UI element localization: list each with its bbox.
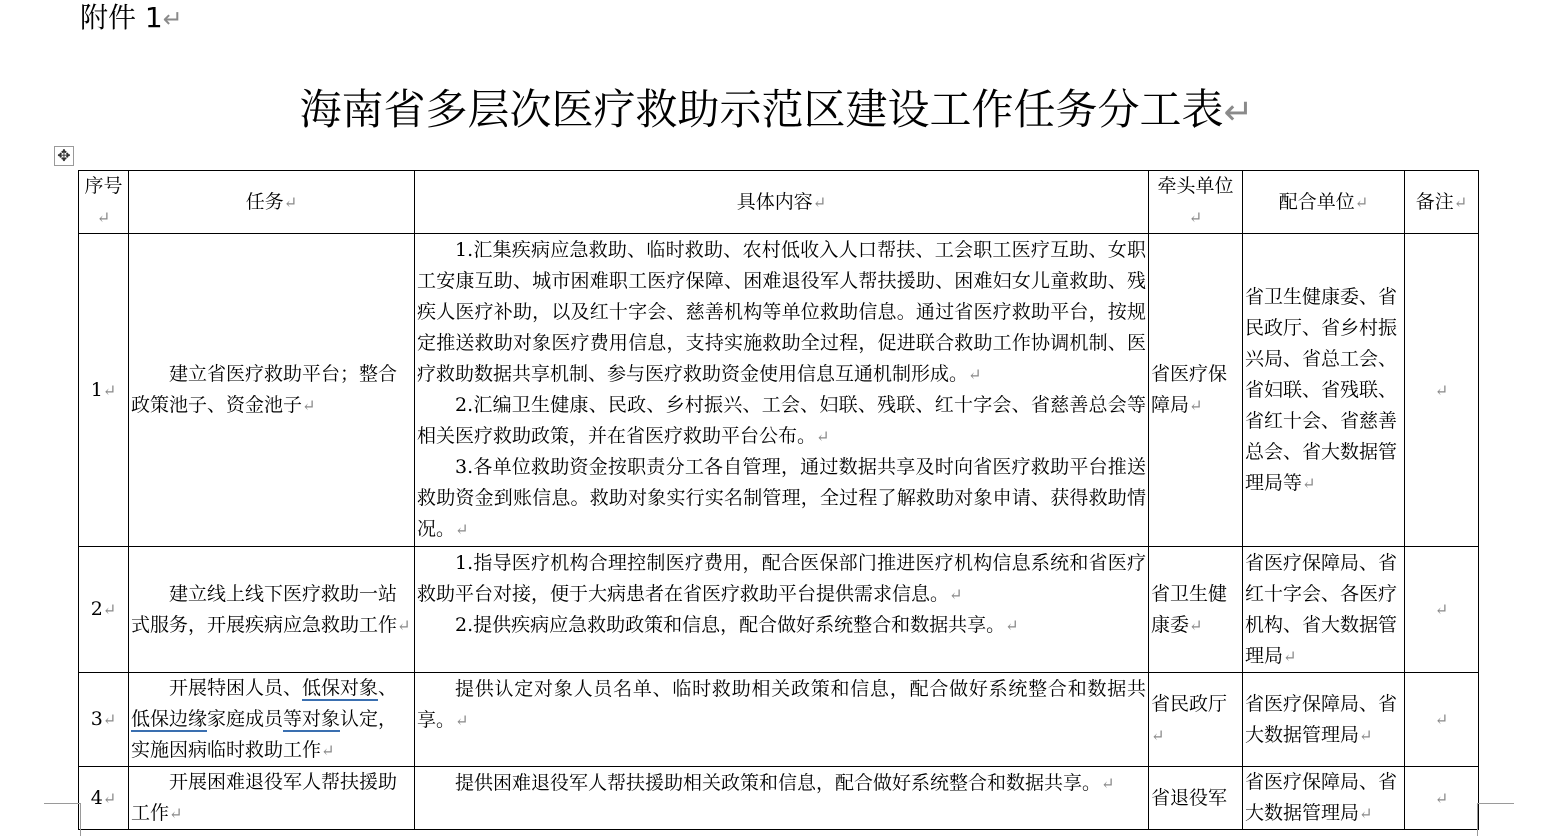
paragraph-mark-icon: ↵ xyxy=(1434,380,1449,400)
paragraph-mark-icon: ↵ xyxy=(96,208,111,227)
header-coop: 配合单位↵ xyxy=(1243,171,1405,234)
header-lead: 牵头单位↵ xyxy=(1149,171,1243,234)
task-cell: 建立线上线下医疗救助一站式服务，开展疾病应急救助工作↵ xyxy=(129,547,415,673)
paragraph-mark-icon: ↵ xyxy=(1283,646,1297,666)
header-row xyxy=(79,171,1479,234)
note-cell xyxy=(1405,547,1479,673)
content-cell xyxy=(415,547,1149,673)
row-number: 1↵ xyxy=(79,234,129,547)
header-content: 具体内容↵ xyxy=(415,171,1149,234)
note-cell xyxy=(1405,767,1479,830)
paragraph-mark-icon: ↵ xyxy=(1189,396,1203,415)
paragraph-mark-icon: ↵ xyxy=(968,365,982,384)
paragraph-mark-icon: ↵ xyxy=(102,600,117,619)
table-move-handle-icon[interactable]: ✥ xyxy=(54,146,74,166)
content-paragraph: 1.汇集疾病应急救助、临时救助、农村低收入人口帮扶、工会职工医疗互助、女职工安康互助、城市困难职工医疗保障、困难退役军人帮扶援助、困难妇女儿童救助、残疾人医疗补助，以及红十字会、慈善机构等单位救助信息。通过省医疗救助平台，按规定推送救助对象医疗费用信息，支持实施救助全过程，促进联合救助工作协调机制、医疗救助数据共享机制、参与医疗救助资金使用信息互通机制形成。↵ xyxy=(417,239,1146,385)
content-cell xyxy=(415,673,1149,767)
lead-unit-cell: 省卫生健康委↵ xyxy=(1149,547,1243,673)
coop-unit-cell: 省医疗保障局、省大数据管理局↵ xyxy=(1243,767,1405,830)
coop-unit-cell: 省医疗保障局、省红十字会、各医疗机构、省大数据管理局↵ xyxy=(1243,547,1405,673)
content-cell xyxy=(415,767,1149,830)
table-row xyxy=(79,767,1479,830)
paragraph-mark-icon: ↵ xyxy=(169,804,183,823)
paragraph-mark-icon: ↵ xyxy=(1354,192,1369,212)
paragraph-mark-icon: ↵ xyxy=(1189,615,1203,635)
coop-unit-cell: 省卫生健康委、省民政厅、省乡村振兴局、省总工会、省妇联、省残联、省红十会、省慈善总会、省大数据管理局等↵ xyxy=(1243,234,1405,547)
paragraph-mark-icon: ↵ xyxy=(102,710,117,729)
header-no: 序号↵ xyxy=(79,171,129,234)
lead-unit-cell: 省民政厅↵ xyxy=(1149,673,1243,767)
task-cell: 开展困难退役军人帮扶援助工作↵ xyxy=(129,767,415,830)
paragraph-mark-icon: ↵ xyxy=(302,396,316,415)
paragraph-mark-icon: ↵ xyxy=(1223,92,1254,133)
paragraph-mark-icon: ↵ xyxy=(1151,725,1165,745)
row-number: 2↵ xyxy=(79,547,129,673)
content-cell xyxy=(415,234,1149,547)
paragraph-mark-icon: ↵ xyxy=(455,711,469,730)
header-task: 任务↵ xyxy=(129,171,415,234)
lead-unit-cell: 省退役军 xyxy=(1149,767,1243,830)
page-corner-mark-right xyxy=(1477,803,1514,836)
table-row xyxy=(79,547,1479,673)
paragraph-mark-icon: ↵ xyxy=(1005,616,1019,635)
content-paragraph: 2.提供疾病应急救助政策和信息，配合做好系统整合和数据共享。↵ xyxy=(455,614,1019,636)
paragraph-mark-icon: ↵ xyxy=(321,741,335,760)
paragraph-mark-icon: ↵ xyxy=(812,192,827,212)
paragraph-mark-icon: ↵ xyxy=(397,615,411,635)
paragraph-mark-icon: ↵ xyxy=(1434,710,1449,729)
table-row xyxy=(79,234,1479,547)
page-corner-mark-left xyxy=(44,803,81,836)
paragraph-mark-icon: ↵ xyxy=(283,192,298,212)
content-paragraph: 3.各单位救助资金按职责分工各自管理，通过数据共享及时向省医疗救助平台推送救助资金到账信息。救助对象实行实名制管理，全过程了解救助对象申请、获得救助情况。↵ xyxy=(417,456,1146,540)
task-cell: 开展特困人员、低保对象、低保边缘家庭成员等对象认定，实施因病临时救助工作↵ xyxy=(129,673,415,767)
paragraph-mark-icon: ↵ xyxy=(1188,208,1203,227)
paragraph-mark-icon: ↵ xyxy=(1359,804,1373,823)
note-cell xyxy=(1405,673,1479,767)
paragraph-mark-icon: ↵ xyxy=(1434,600,1449,619)
coop-unit-cell: 省医疗保障局、省大数据管理局↵ xyxy=(1243,673,1405,767)
lead-unit-cell: 省医疗保障局↵ xyxy=(1149,234,1243,547)
paragraph-mark-icon: ↵ xyxy=(1359,725,1373,745)
content-paragraph: 2.汇编卫生健康、民政、乡村振兴、工会、妇联、残联、红十字会、省慈善总会等相关医疗救助政策，并在省医疗救助平台公布。↵ xyxy=(417,394,1146,447)
paragraph-mark-icon: ↵ xyxy=(1101,774,1115,793)
paragraph-mark-icon: ↵ xyxy=(455,520,469,539)
row-number: 3↵ xyxy=(79,673,129,767)
task-table xyxy=(78,170,1479,830)
table-row xyxy=(79,673,1479,767)
paragraph-mark-icon: ↵ xyxy=(102,380,117,400)
content-paragraph: 提供困难退役军人帮扶援助相关政策和信息，配合做好系统整合和数据共享。↵ xyxy=(455,772,1115,794)
task-cell: 建立省医疗救助平台；整合政策池子、资金池子↵ xyxy=(129,234,415,547)
paragraph-mark-icon: ↵ xyxy=(162,5,183,33)
attachment-label: 附件 1↵ xyxy=(80,1,183,34)
paragraph-mark-icon: ↵ xyxy=(1453,192,1468,212)
note-cell xyxy=(1405,234,1479,547)
paragraph-mark-icon: ↵ xyxy=(816,427,830,446)
document-title: 海南省多层次医疗救助示范区建设工作任务分工表↵ xyxy=(299,85,1254,134)
row-number: 4↵ xyxy=(79,767,129,830)
header-note: 备注↵ xyxy=(1405,171,1479,234)
content-paragraph: 提供认定对象人员名单、临时救助相关政策和信息，配合做好系统整合和数据共享。↵ xyxy=(417,678,1146,731)
paragraph-mark-icon: ↵ xyxy=(1302,473,1316,493)
paragraph-mark-icon: ↵ xyxy=(102,788,117,808)
paragraph-mark-icon: ↵ xyxy=(1434,788,1449,808)
paragraph-mark-icon: ↵ xyxy=(949,585,963,604)
content-paragraph: 1.指导医疗机构合理控制医疗费用，配合医保部门推进医疗机构信息系统和省医疗救助平台对接，便于大病患者在省医疗救助平台提供需求信息。↵ xyxy=(417,552,1146,605)
